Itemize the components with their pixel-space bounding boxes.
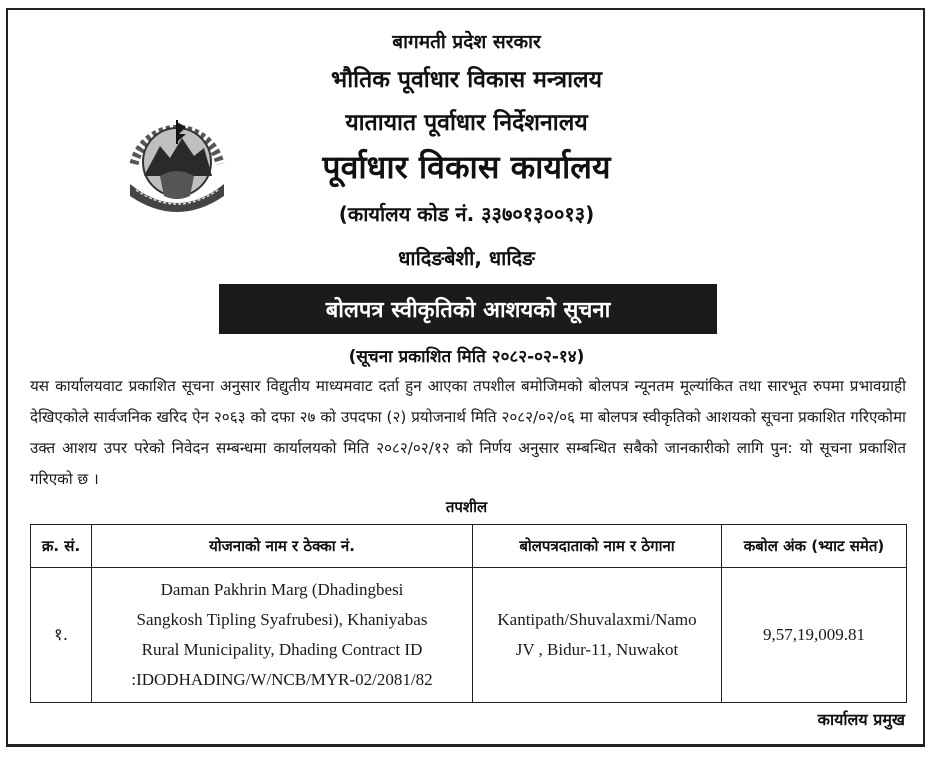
cell-sn: १. <box>31 568 92 703</box>
project-line: Sangkosh Tipling Syafrubesi), Khaniyabas <box>136 610 428 629</box>
bidder-line: Kantipath/Shuvalaxmi/Namo <box>497 610 697 629</box>
bottom-rule <box>6 745 925 747</box>
header-project: योजनाको नाम र ठेक्का नं. <box>92 525 473 568</box>
bidder-line: JV , Bidur-11, Nuwakot <box>515 640 679 659</box>
header-bidder: बोलपत्रदाताको नाम र ठेगाना <box>473 525 722 568</box>
details-subtitle: तपशील <box>445 498 488 516</box>
header-amount: कबोल अंक (भ्याट समेत) <box>722 525 907 568</box>
directorate-name: यातायात पूर्वाधार निर्देशनालय <box>345 110 588 136</box>
details-table <box>30 524 907 703</box>
nepal-emblem-icon <box>120 104 234 220</box>
province-government: बागमती प्रदेश सरकार <box>392 31 541 53</box>
publication-date: (सूचना प्रकाशित मिति २०८२-०२-१४) <box>348 347 585 367</box>
cell-project <box>92 568 473 703</box>
office-location: धादिङबेशी, धादिङ <box>398 246 535 270</box>
signature-office-chief: कार्यालय प्रमुख <box>817 710 905 729</box>
header-sn: क्र. सं. <box>31 525 92 568</box>
ministry-name: भौतिक पूर्वाधार विकास मन्त्रालय <box>331 67 602 93</box>
project-line: :IDODHADING/W/NCB/MYR-02/2081/82 <box>131 670 433 689</box>
office-name: पूर्वाधार विकास कार्यालय <box>322 148 611 186</box>
cell-bidder <box>473 568 722 703</box>
project-line: Rural Municipality, Dhading Contract ID <box>141 640 423 659</box>
notice-title-banner: बोलपत्र स्वीकृतिको आशयको सूचना <box>219 284 717 334</box>
table-row <box>31 568 907 703</box>
cell-amount: 9,57,19,009.81 <box>722 568 907 703</box>
project-line: Daman Pakhrin Marg (Dhadingbesi <box>160 580 404 599</box>
office-code: (कार्यालय कोड नं. ३३७०१३००१३) <box>338 202 595 226</box>
notice-body: यस कार्यालयवाट प्रकाशित सूचना अनुसार विद्युतीय माध्यमवाट दर्ता हुन आएका तपशील बमोजिमको बोलपत्र न्यूनतम मूल्यांकित तथा सारभूत रुपमा प्रभावग्राही देखिएकोले सार्वजनिक खरिद ऐन २०६३ को दफा २७ को उपदफा (२) प्रयोजनार्थ मिति २०८२/०२/०६ मा बोलपत्र स्वीकृतिको आशयको सूचना प्रकाशित गरिएकोमा उक्त आशय उपर परेको निवेदन सम्बन्धमा कार्यालयको मिति २०८२/०२/१२ को निर्णय अनुसार सम्बन्धित सबैको जानकारीको लागि पुन: यो सूचना प्रकाशित गरिएको छ । <box>30 377 906 488</box>
table-header-row <box>31 525 907 568</box>
